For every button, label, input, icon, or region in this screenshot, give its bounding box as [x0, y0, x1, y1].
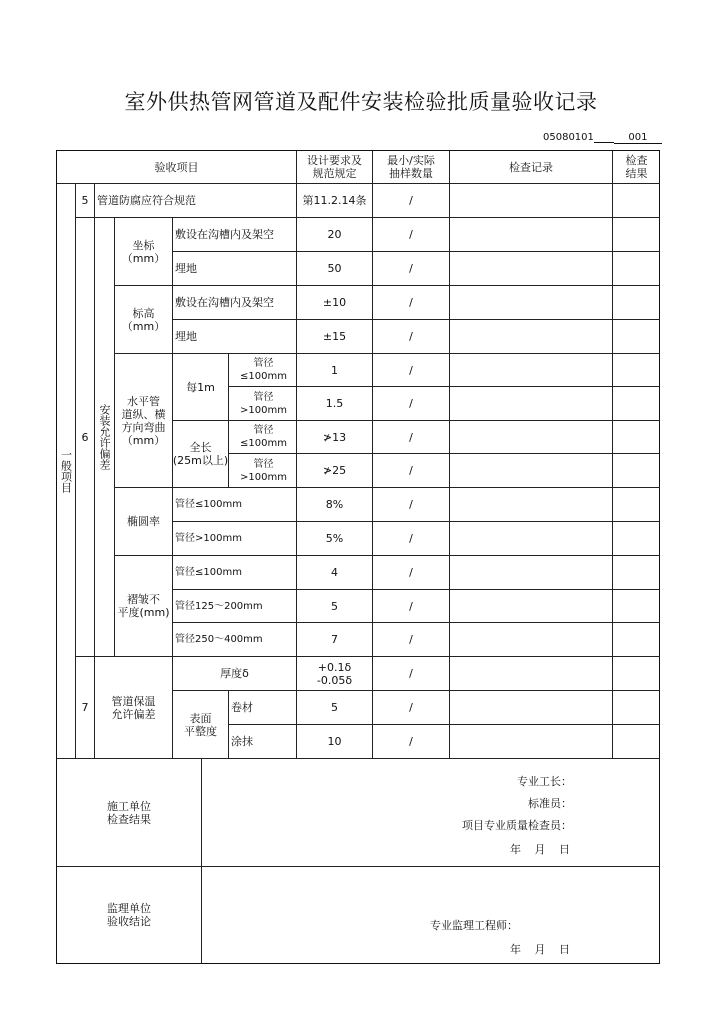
- bend-v1: 1: [297, 354, 373, 387]
- elev-a-min: /: [373, 286, 450, 320]
- wrinkle-c-min: /: [373, 623, 450, 657]
- elev-label: 标高 （mm）: [115, 286, 173, 354]
- bend-v2-min: /: [373, 387, 450, 421]
- header-record: 检查记录: [450, 151, 613, 184]
- thick-result[interactable]: [613, 657, 660, 691]
- paint-record[interactable]: [450, 725, 613, 759]
- row7-label: 管道保温 允许偏差: [95, 657, 173, 759]
- thick-label: 厚度δ: [173, 657, 297, 691]
- wrinkle-c-result[interactable]: [613, 623, 660, 657]
- wrinkle-b-val: 5: [297, 590, 373, 623]
- oval-a-min: /: [373, 488, 450, 522]
- wrinkle-c-record[interactable]: [450, 623, 613, 657]
- wrinkle-a-min: /: [373, 556, 450, 590]
- roll-result[interactable]: [613, 691, 660, 725]
- thick-min: /: [373, 657, 450, 691]
- surface-label: 表面 平整度: [173, 691, 229, 759]
- wrinkle-label: 褶皱不 平度(mm): [115, 556, 173, 657]
- quality-inspector-label: 项目专业质量检查员：: [462, 819, 572, 832]
- row5-no: 5: [76, 184, 95, 218]
- roll-val: 5: [297, 691, 373, 725]
- row5-result[interactable]: [613, 184, 660, 218]
- oval-b-val: 5%: [297, 522, 373, 556]
- construction-label: 施工单位 检查结果: [57, 759, 202, 867]
- row5-record[interactable]: [450, 184, 613, 218]
- page-title: 室外供热管网管道及配件安装检验批质量验收记录: [124, 90, 598, 114]
- wrinkle-b-min: /: [373, 590, 450, 623]
- bend-v4-record[interactable]: [450, 454, 613, 488]
- wrinkle-b: 管径125～200mm: [173, 590, 297, 623]
- coord-a-record[interactable]: [450, 218, 613, 252]
- construction-date: 年 月 日: [510, 843, 570, 856]
- oval-a-result[interactable]: [613, 488, 660, 522]
- bend-v1-record[interactable]: [450, 354, 613, 387]
- supervising-engineer-label: 专业监理工程师：: [430, 919, 518, 932]
- supervision-sign-lines: [430, 915, 518, 937]
- bend-v4-result[interactable]: [613, 454, 660, 488]
- elev-b-result[interactable]: [613, 320, 660, 354]
- wrinkle-a: 管径≤100mm: [173, 556, 297, 590]
- oval-b-min: /: [373, 522, 450, 556]
- supervision-sign-area[interactable]: [202, 867, 660, 963]
- bend-v2-record[interactable]: [450, 387, 613, 421]
- coord-a-result[interactable]: [613, 218, 660, 252]
- oval-b-record[interactable]: [450, 522, 613, 556]
- elev-b-min: /: [373, 320, 450, 354]
- oval-b: 管径>100mm: [173, 522, 297, 556]
- header-result: 检查 结果: [613, 151, 660, 184]
- bend-v3-min: /: [373, 421, 450, 454]
- bend-d1a: 管径≤100mm: [229, 354, 297, 387]
- bend-v2-result[interactable]: [613, 387, 660, 421]
- standard-officer-label: 标准员：: [528, 797, 572, 810]
- bend-d1b: 管径≤100mm: [229, 421, 297, 454]
- elev-b: 埋地: [173, 320, 297, 354]
- thick-val: +0.1δ -0.05δ: [297, 657, 373, 691]
- row5-design: 第11.2.14条: [297, 184, 373, 218]
- row6-no: 6: [76, 218, 95, 657]
- bend-per-m: 每1m: [173, 354, 229, 421]
- bend-v4: ≯25: [297, 454, 373, 488]
- thick-record[interactable]: [450, 657, 613, 691]
- bend-full: 全长 (25m以上): [173, 421, 229, 488]
- wrinkle-b-record[interactable]: [450, 590, 613, 623]
- roll-label: 卷材: [229, 691, 297, 725]
- inspection-table: [56, 150, 660, 964]
- bend-label: 水平管 道纵、横 方向弯曲 （mm）: [115, 354, 173, 488]
- coord-b-record[interactable]: [450, 252, 613, 286]
- coord-b-val: 50: [297, 252, 373, 286]
- coord-label: 坐标 （mm）: [115, 218, 173, 286]
- foreman-label: 专业工长：: [517, 775, 572, 788]
- bend-v1-min: /: [373, 354, 450, 387]
- row5-name: 管道防腐应符合规范: [95, 184, 297, 218]
- supervision-label: 监理单位 验收结论: [57, 867, 202, 963]
- elev-a-result[interactable]: [613, 286, 660, 320]
- form-serial-number: 001: [614, 132, 662, 144]
- coord-a: 敷设在沟槽内及架空: [173, 218, 297, 252]
- bend-v3-record[interactable]: [450, 421, 613, 454]
- bend-v2: 1.5: [297, 387, 373, 421]
- oval-a: 管径≤100mm: [173, 488, 297, 522]
- elev-a: 敷设在沟槽内及架空: [173, 286, 297, 320]
- form-code: [543, 132, 662, 144]
- roll-record[interactable]: [450, 691, 613, 725]
- header-min: 最小/实际 抽样数量: [373, 151, 450, 184]
- coord-a-val: 20: [297, 218, 373, 252]
- elev-b-record[interactable]: [450, 320, 613, 354]
- header-design: 设计要求及 规范规定: [297, 151, 373, 184]
- wrinkle-c-val: 7: [297, 623, 373, 657]
- bend-v1-result[interactable]: [613, 354, 660, 387]
- wrinkle-b-result[interactable]: [613, 590, 660, 623]
- coord-b-min: /: [373, 252, 450, 286]
- bend-d2b: 管径>100mm: [229, 454, 297, 488]
- roll-min: /: [373, 691, 450, 725]
- supervision-date: 年 月 日: [510, 943, 570, 956]
- coord-b-result[interactable]: [613, 252, 660, 286]
- header-item: 验收项目: [57, 151, 297, 184]
- paint-val: 10: [297, 725, 373, 759]
- bend-v4-min: /: [373, 454, 450, 488]
- oval-a-record[interactable]: [450, 488, 613, 522]
- construction-sign-area[interactable]: [202, 759, 660, 867]
- elev-a-val: ±10: [297, 286, 373, 320]
- bend-v3-result[interactable]: [613, 421, 660, 454]
- wrinkle-a-record[interactable]: [450, 556, 613, 590]
- oval-a-val: 8%: [297, 488, 373, 522]
- oval-label: 椭圆率: [115, 488, 173, 556]
- elev-b-val: ±15: [297, 320, 373, 354]
- paint-result[interactable]: [613, 725, 660, 759]
- paint-label: 涂抹: [229, 725, 297, 759]
- general-items-label: 一般项目: [57, 184, 76, 759]
- form-code-number: 05080101: [543, 132, 594, 143]
- oval-b-result[interactable]: [613, 522, 660, 556]
- construction-sign-lines: [462, 771, 572, 837]
- row6-group: 安装允许偏差: [95, 218, 115, 657]
- wrinkle-a-val: 4: [297, 556, 373, 590]
- wrinkle-c: 管径250～400mm: [173, 623, 297, 657]
- wrinkle-a-result[interactable]: [613, 556, 660, 590]
- coord-a-min: /: [373, 218, 450, 252]
- bend-v3: ≯13: [297, 421, 373, 454]
- elev-a-record[interactable]: [450, 286, 613, 320]
- row7-no: 7: [76, 657, 95, 759]
- bend-d2a: 管径>100mm: [229, 387, 297, 421]
- row5-min: /: [373, 184, 450, 218]
- coord-b: 埋地: [173, 252, 297, 286]
- paint-min: /: [373, 725, 450, 759]
